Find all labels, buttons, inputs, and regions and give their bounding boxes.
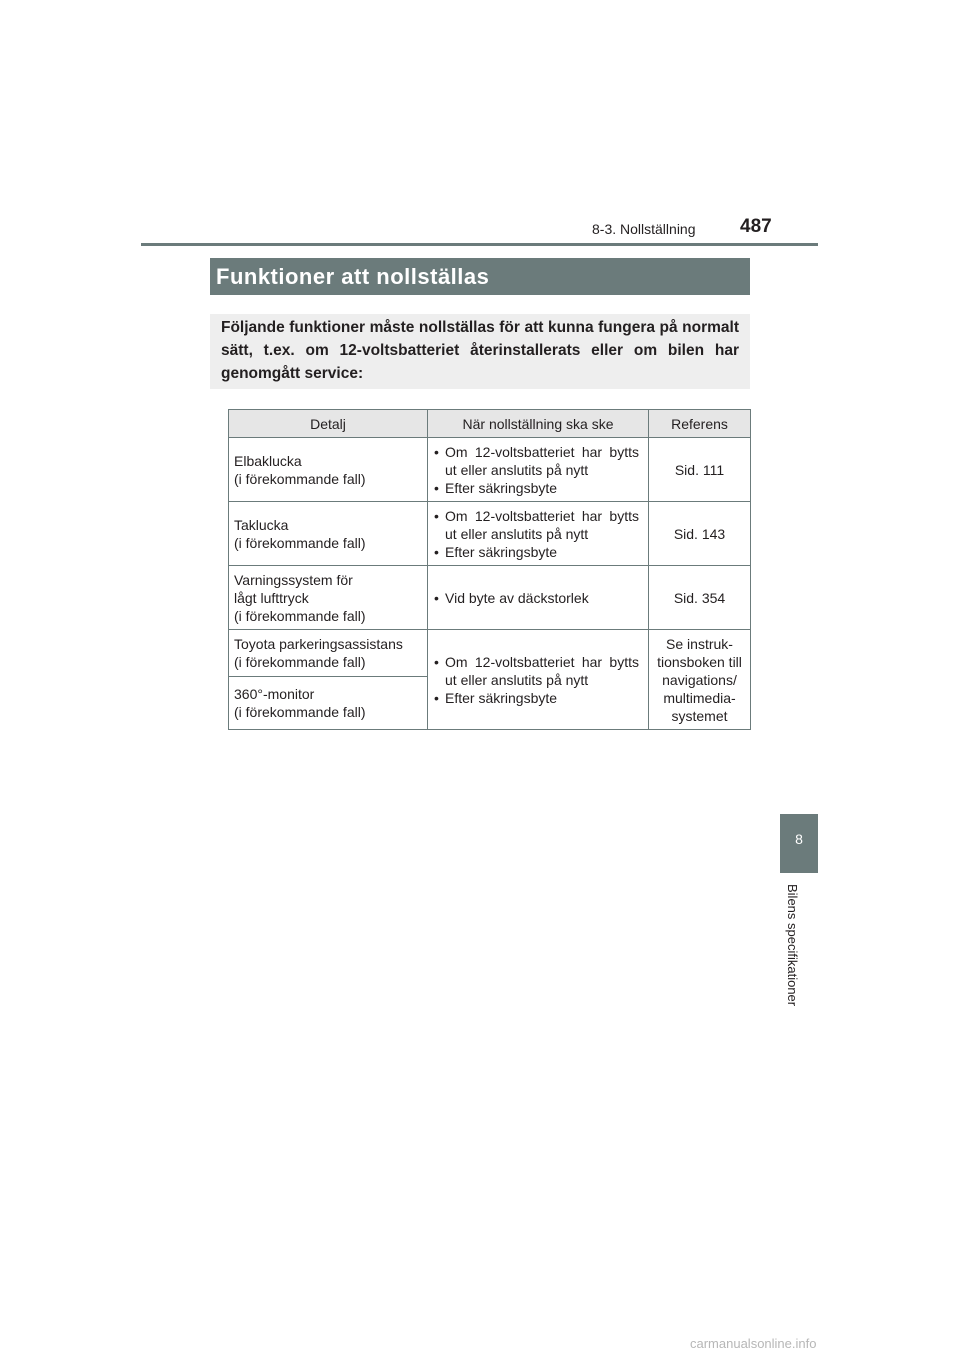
reference-cell [649,630,751,730]
chapter-tab [780,814,818,873]
reference-text: Sid. 143 [673,525,726,542]
chapter-label: Bilens specifikationer [785,884,800,1007]
reference-cell [649,438,751,502]
reference-text: systemet [671,707,728,724]
detail-cell [229,438,428,502]
reference-text: Se instruk- [666,635,733,652]
intro-box [210,314,750,389]
detail-note: (i förekommande fall) [234,704,366,720]
detail-cell [229,630,428,677]
table-row [229,438,751,502]
when-cell [428,502,649,566]
watermark: carmanualsonline.info [690,1336,817,1351]
intro-text: Följande funktioner måste nollställas för att kunna fungera på normalt sätt, t.ex. om 12-voltsbatteriet återinstallerats eller om bilen har genomgått service: [221,319,739,382]
detail-name: Toyota parkeringsassistans [234,636,403,652]
reference-text: multimedia- [663,689,736,706]
reference-text: tionsboken till [657,653,742,670]
detail-note: (i förekommande fall) [234,534,366,551]
table-row [229,502,751,566]
column-header-when: När nollställning ska ske [428,410,649,438]
list-item: • Efter säkringsbyte [434,689,639,707]
table-row [229,566,751,630]
when-cell [428,630,649,730]
list-item: • Om 12-voltsbatteriet har bytts ut eller anslutits på nytt [434,507,639,543]
when-cell [428,566,649,630]
reference-text: navigations/ [662,671,737,688]
detail-name: Taklucka [234,516,289,533]
list-item: • Efter säkringsbyte [434,479,639,497]
detail-cell [229,566,428,630]
header-divider [141,243,818,246]
reference-text: Sid. 354 [673,589,726,606]
when-cell [428,438,649,502]
reference-cell [649,502,751,566]
reference-text: Sid. 111 [674,461,725,478]
detail-note: (i förekommande fall) [234,470,366,487]
detail-cell [229,677,428,730]
detail-name: Elbaklucka [234,452,302,469]
page-number: 487 [740,216,772,237]
detail-cell [229,502,428,566]
reference-cell [649,566,751,630]
detail-note: (i förekommande fall) [234,607,366,624]
column-header-detail: Detalj [229,410,428,438]
list-item: • Vid byte av däckstorlek [434,589,639,607]
section-heading: 8-3. Nollställning [592,221,696,237]
list-item: • Efter säkringsbyte [434,543,639,561]
table-header-row [229,410,751,438]
table-row [229,630,751,677]
detail-note: (i förekommande fall) [234,654,366,670]
section-title: Funktioner att nollställas [210,258,750,295]
reset-functions-table [228,409,751,730]
detail-name-cont: lågt lufttryck [234,589,309,606]
detail-name: 360°-monitor [234,686,315,702]
list-item: • Om 12-voltsbatteriet har bytts ut eller anslutits på nytt [434,443,639,479]
detail-name: Varningssystem för [234,571,353,588]
chapter-number: 8 [795,831,803,847]
column-header-reference: Referens [649,410,751,438]
list-item: • Om 12-voltsbatteriet har bytts ut eller anslutits på nytt [434,653,639,689]
